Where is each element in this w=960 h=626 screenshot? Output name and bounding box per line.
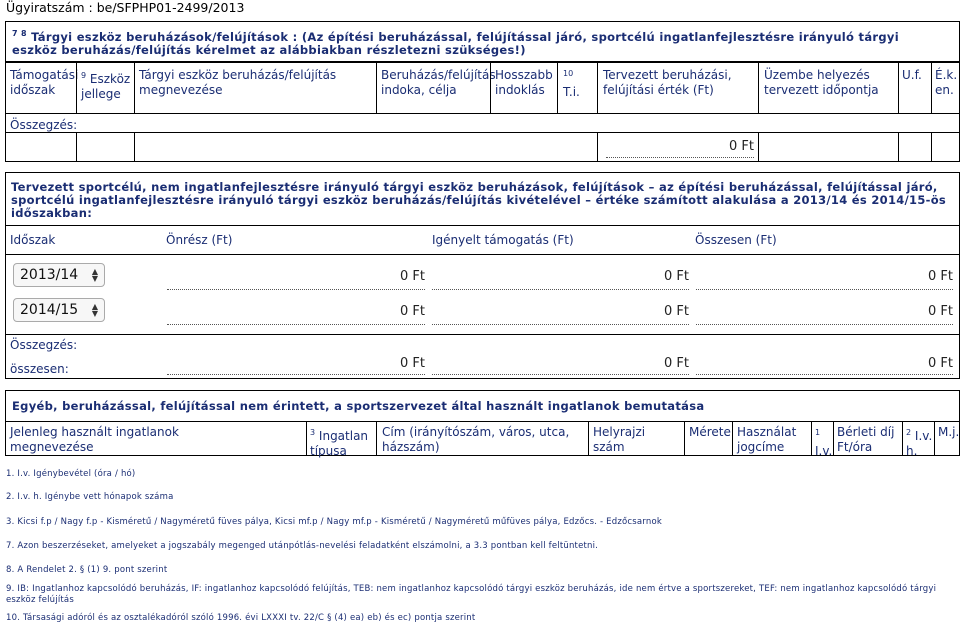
summary-label: Összegzés: xyxy=(10,338,78,352)
footnote-8: 8. A Rendelet 2. § (1) 9. pont szerint xyxy=(6,565,168,575)
col-header-lot-number: Helyrajzi szám xyxy=(588,421,685,456)
summary-value: 0 Ft xyxy=(729,139,754,154)
col-header-long-reason: Hosszabb indoklás xyxy=(490,62,558,114)
col-header-total: Összesen (Ft) xyxy=(695,233,777,247)
requested-value[interactable]: 0 Ft xyxy=(664,304,689,319)
spinner-icon: ▲ ▼ xyxy=(91,267,98,283)
col-header-mj: M.j. xyxy=(934,421,960,456)
col-header-usage-title: Használat jogcíme xyxy=(732,421,812,456)
footnote-10: 10. Társasági adóról és az osztalékadóról szóló 1996. évi LXXXI tv. 22/C § (4) ea) eb) és ec) pontja szerint xyxy=(6,613,476,623)
col-header-address: Cím (irányítószám, város, utca, házszám) xyxy=(376,421,589,456)
total-value: 0 Ft xyxy=(928,269,953,284)
col-header-period: Támogatási időszak xyxy=(5,62,77,114)
footnote-ref: 3 xyxy=(310,428,316,437)
total-requested: 0 Ft xyxy=(664,356,689,371)
section2-data-rows xyxy=(5,254,960,335)
dotted-line xyxy=(696,289,953,290)
col-header-iv: $^1$ I.v. xyxy=(811,421,834,456)
total-value: 0 Ft xyxy=(928,304,953,319)
summary-cell xyxy=(758,132,899,162)
own-share-value[interactable]: 0 Ft xyxy=(400,269,425,284)
document-title: Ügyiratszám : be/SFPHP01-2499/2013 xyxy=(6,0,245,15)
col-header-uf: U.f. xyxy=(898,62,932,114)
footnote-3: 3. Kicsi f.p / Nagy f.p - Kisméretű / Nagyméretű füves pálya, Kicsi mf.p / Nagy mf.p - Kisméretű / Nagyméretű műfüves pálya, Edzőcs. - Edzőcsarnok xyxy=(6,517,662,527)
footnote-ref: 2 xyxy=(906,428,912,437)
col-header-ek: É.k. en. xyxy=(931,62,960,114)
dotted-line xyxy=(432,374,689,375)
footnote-ref: 9 xyxy=(81,71,87,80)
col-header-planned-value: Tervezett beruházási, felújítási érték (Ft) xyxy=(597,62,759,114)
footnote-ref: 10 xyxy=(563,69,574,78)
dotted-line xyxy=(167,289,425,290)
col-header-own-share: Önrész (Ft) xyxy=(166,233,233,247)
footnote-2: 2. I.v. h. Igénybe vett hónapok száma xyxy=(6,492,174,502)
dotted-line xyxy=(167,374,425,375)
period-select[interactable] xyxy=(13,263,105,287)
section1-summary-row xyxy=(5,113,960,133)
footnote-ref: 1 xyxy=(815,428,821,437)
period-value: 2013/14 xyxy=(20,267,79,283)
dotted-line xyxy=(167,324,425,325)
col-header-commissioning: Üzembe helyezés tervezett időpontja xyxy=(758,62,899,114)
col-header-size: Mérete xyxy=(684,421,733,456)
section2-header-row xyxy=(5,225,960,255)
period-value: 2014/15 xyxy=(20,302,79,318)
col-header-rent: Bérleti díj Ft/óra xyxy=(833,421,903,456)
col-header-ti: $^{10}$ T.i. xyxy=(557,62,598,114)
dotted-line xyxy=(432,289,689,290)
summary-cell xyxy=(597,132,759,162)
col-header-property-type: $^3$ Ingatlan típusa xyxy=(306,421,377,456)
section1-title-box xyxy=(5,21,960,62)
col-header-period: Időszak xyxy=(10,233,56,247)
grand-total: 0 Ft xyxy=(928,356,953,371)
col-header-property-name: Jelenleg használt ingatlanok megnevezése xyxy=(5,421,307,456)
col-header-reason: Beruházás/felújítás indoka, célja xyxy=(376,62,491,114)
section3-title-box xyxy=(5,390,960,422)
section2-title: Tervezett sportcélú, nem ingatlanfejlesztésre irányuló tárgyi eszköz beruházások, felújítások – az építési beruházással, felújítással járó, sportcélú ingatlanfejlesztésre irányuló tárgyi eszköz beruházás/felújítás kivételével – értéke számított alakulása a 2013/14 és 2014/15-ös időszakban: xyxy=(11,180,947,220)
summary-cell xyxy=(898,132,932,162)
own-share-value[interactable]: 0 Ft xyxy=(400,304,425,319)
spinner-icon: ▲ ▼ xyxy=(91,302,98,318)
section3-title: Egyéb, beruházással, felújítással nem érintett, a sportszervezet által használt ingatlanok bemutatása xyxy=(12,399,705,413)
col-header-asset-type: $^9$ Eszköz jellege xyxy=(76,62,135,114)
dotted-line xyxy=(696,324,953,325)
col-header-requested: Igényelt támogatás (Ft) xyxy=(432,233,574,247)
footnote-7: 7. Azon beszerzéseket, amelyeket a jogszabály megenged utánpótlás-nevelési feladatként elszámolni, a 3.3 pontban kell feltüntetni. xyxy=(6,541,599,551)
total-label: összesen: xyxy=(10,362,69,376)
summary-cell xyxy=(134,132,598,162)
section1-title xyxy=(12,27,947,57)
footnote-9: 9. IB: Ingatlanhoz kapcsolódó beruházás, IF: ingatlanhoz kapcsolódó felújítás, TEB: nem ingatlanhoz kapcsolódó tárgyi eszköz beruházás, ide nem értve a sportszereket, TEF: nem ingatlanhoz kapcsolódó tárgyi eszköz felújítás xyxy=(6,584,937,605)
col-header-ivh: $^2$ I.v. h. xyxy=(902,421,935,456)
footnote-ref: 7 8 xyxy=(12,29,27,38)
footnote-1: 1. I.v. Igénybevétel (óra / hó) xyxy=(6,469,136,479)
dotted-line xyxy=(432,324,689,325)
summary-label: Összegzés: xyxy=(10,118,78,132)
section1-title-text: Tárgyi eszköz beruházások/felújítások : (Az építési beruházással, felújítással járó, sportcélú ingatlanfejlesztésre irányuló tárgyi eszköz beruházás/felújítás kérelmet az alábbiakban részletezni szükséges!) xyxy=(12,29,899,57)
total-own-share: 0 Ft xyxy=(400,356,425,371)
col-header-asset-name: Tárgyi eszköz beruházás/felújítás megnevezése xyxy=(134,62,377,114)
summary-cell xyxy=(76,132,135,162)
section2-title-box xyxy=(5,172,960,226)
period-select[interactable] xyxy=(13,298,105,322)
dotted-line xyxy=(696,374,953,375)
requested-value[interactable]: 0 Ft xyxy=(664,269,689,284)
